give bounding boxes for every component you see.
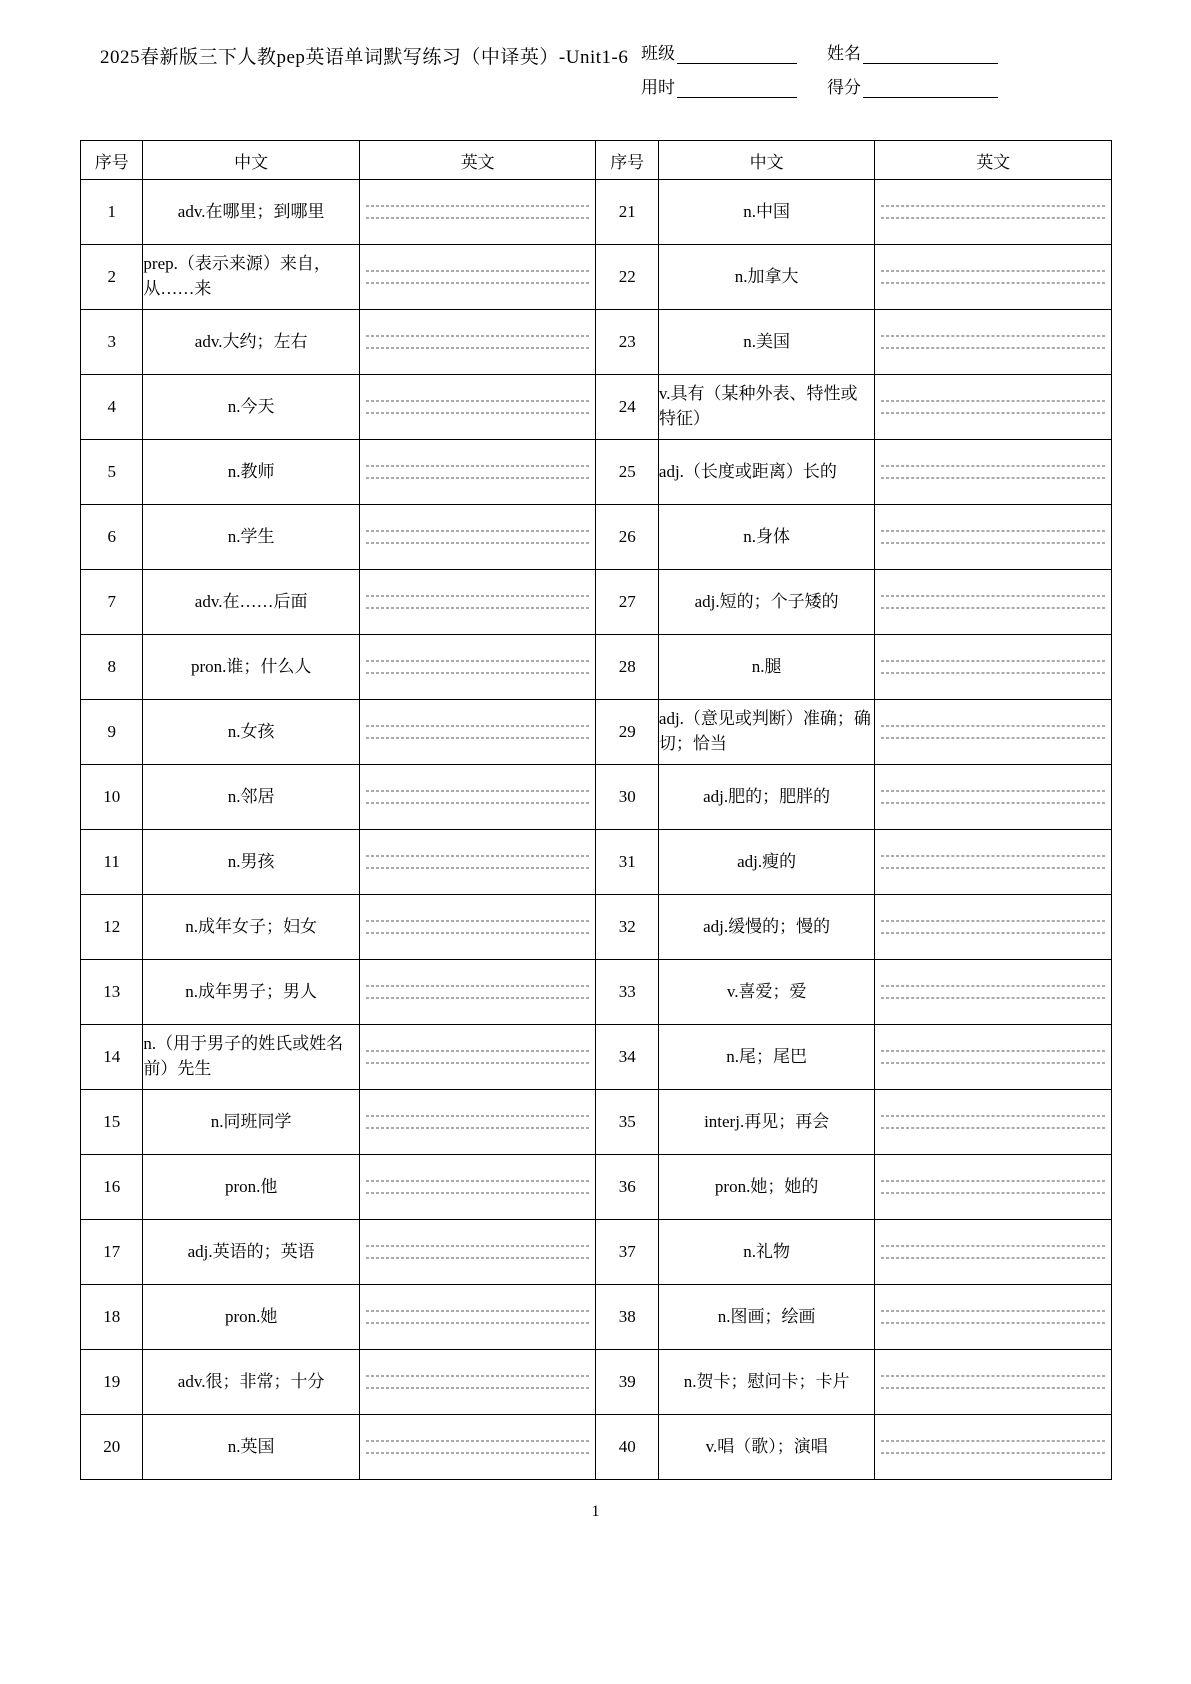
writing-lines <box>366 260 590 295</box>
row-number-right: 33 <box>596 960 658 1025</box>
field-score-label: 得分 <box>827 78 861 97</box>
writing-lines <box>881 1170 1105 1205</box>
english-answer-left[interactable] <box>359 310 596 375</box>
english-answer-left[interactable] <box>359 1350 596 1415</box>
chinese-prompt-left: adv.很；非常；十分 <box>143 1350 359 1415</box>
chinese-prompt-left: pron.谁；什么人 <box>143 635 359 700</box>
chinese-prompt-left: adv.在……后面 <box>143 570 359 635</box>
field-class-label: 班级 <box>641 44 675 63</box>
row-number-right: 23 <box>596 310 658 375</box>
writing-lines <box>366 975 590 1010</box>
field-class-input[interactable] <box>677 46 797 64</box>
english-answer-right[interactable] <box>875 1220 1112 1285</box>
english-answer-left[interactable] <box>359 830 596 895</box>
chinese-prompt-right: v.喜爱；爱 <box>658 960 874 1025</box>
chinese-prompt-right: n.图画；绘画 <box>658 1285 874 1350</box>
writing-lines <box>881 1040 1105 1075</box>
chinese-prompt-right: n.贺卡；慰问卡；卡片 <box>658 1350 874 1415</box>
row-number-right: 28 <box>596 635 658 700</box>
writing-lines <box>881 390 1105 425</box>
chinese-prompt-left: n.学生 <box>143 505 359 570</box>
writing-lines <box>881 585 1105 620</box>
row-number-left: 20 <box>81 1415 143 1480</box>
row-number-right: 38 <box>596 1285 658 1350</box>
chinese-prompt-left: prep.（表示来源）来自，从……来 <box>143 245 359 310</box>
writing-lines <box>366 325 590 360</box>
table-row <box>81 960 1112 1025</box>
writing-lines <box>881 780 1105 815</box>
row-number-left: 13 <box>81 960 143 1025</box>
row-number-right: 40 <box>596 1415 658 1480</box>
writing-lines <box>881 325 1105 360</box>
english-answer-left[interactable] <box>359 245 596 310</box>
field-score-input[interactable] <box>863 80 998 98</box>
table-row <box>81 1025 1112 1090</box>
chinese-prompt-left: adj.英语的；英语 <box>143 1220 359 1285</box>
chinese-prompt-right: adj.（长度或距离）长的 <box>658 440 874 505</box>
english-answer-right[interactable] <box>875 1350 1112 1415</box>
row-number-right: 32 <box>596 895 658 960</box>
table-row <box>81 1090 1112 1155</box>
row-number-left: 15 <box>81 1090 143 1155</box>
row-number-left: 3 <box>81 310 143 375</box>
english-answer-left[interactable] <box>359 1155 596 1220</box>
chinese-prompt-left: n.今天 <box>143 375 359 440</box>
english-answer-right[interactable] <box>875 310 1112 375</box>
table-row <box>81 1350 1112 1415</box>
writing-lines <box>881 650 1105 685</box>
chinese-prompt-right: adj.瘦的 <box>658 830 874 895</box>
row-number-right: 27 <box>596 570 658 635</box>
english-answer-right[interactable] <box>875 700 1112 765</box>
column-header-no-left: 序号 <box>81 141 143 180</box>
english-answer-right[interactable] <box>875 375 1112 440</box>
row-number-left: 2 <box>81 245 143 310</box>
row-number-left: 4 <box>81 375 143 440</box>
field-class <box>641 39 797 64</box>
field-name-label: 姓名 <box>827 44 861 63</box>
table-row <box>81 310 1112 375</box>
english-answer-right[interactable] <box>875 895 1112 960</box>
writing-lines <box>881 1105 1105 1140</box>
table-row <box>81 635 1112 700</box>
field-time-label: 用时 <box>641 78 675 97</box>
english-answer-left[interactable] <box>359 1025 596 1090</box>
chinese-prompt-right: pron.她；她的 <box>658 1155 874 1220</box>
english-answer-left[interactable] <box>359 180 596 245</box>
table-row <box>81 440 1112 505</box>
table-body <box>81 180 1112 1480</box>
chinese-prompt-right: v.唱（歌）；演唱 <box>658 1415 874 1480</box>
english-answer-left[interactable] <box>359 1415 596 1480</box>
writing-lines <box>881 715 1105 750</box>
english-answer-right[interactable] <box>875 245 1112 310</box>
writing-lines <box>881 1430 1105 1465</box>
english-answer-left[interactable] <box>359 1220 596 1285</box>
writing-lines <box>366 650 590 685</box>
english-answer-left[interactable] <box>359 375 596 440</box>
table-row <box>81 830 1112 895</box>
english-answer-right[interactable] <box>875 1025 1112 1090</box>
english-answer-left[interactable] <box>359 960 596 1025</box>
row-number-left: 5 <box>81 440 143 505</box>
table-row <box>81 375 1112 440</box>
writing-lines <box>881 1365 1105 1400</box>
writing-lines <box>366 1235 590 1270</box>
english-answer-right[interactable] <box>875 505 1112 570</box>
column-header-en-left: 英文 <box>359 141 596 180</box>
row-number-left: 8 <box>81 635 143 700</box>
chinese-prompt-left: n.同班同学 <box>143 1090 359 1155</box>
chinese-prompt-right: adj.短的；个子矮的 <box>658 570 874 635</box>
chinese-prompt-right: adj.缓慢的；慢的 <box>658 895 874 960</box>
chinese-prompt-right: n.身体 <box>658 505 874 570</box>
chinese-prompt-left: n.邻居 <box>143 765 359 830</box>
row-number-left: 18 <box>81 1285 143 1350</box>
english-answer-right[interactable] <box>875 570 1112 635</box>
table-row <box>81 180 1112 245</box>
chinese-prompt-right: n.礼物 <box>658 1220 874 1285</box>
chinese-prompt-right: n.中国 <box>658 180 874 245</box>
chinese-prompt-right: interj.再见；再会 <box>658 1090 874 1155</box>
row-number-right: 34 <box>596 1025 658 1090</box>
row-number-right: 37 <box>596 1220 658 1285</box>
table-row <box>81 700 1112 765</box>
chinese-prompt-right: n.加拿大 <box>658 245 874 310</box>
writing-lines <box>881 520 1105 555</box>
table-row <box>81 245 1112 310</box>
row-number-left: 6 <box>81 505 143 570</box>
row-number-left: 16 <box>81 1155 143 1220</box>
table-row <box>81 1415 1112 1480</box>
english-answer-right[interactable] <box>875 765 1112 830</box>
row-number-right: 35 <box>596 1090 658 1155</box>
writing-lines <box>881 260 1105 295</box>
writing-lines <box>366 1430 590 1465</box>
column-header-no-right: 序号 <box>596 141 658 180</box>
chinese-prompt-left: adv.在哪里；到哪里 <box>143 180 359 245</box>
row-number-left: 7 <box>81 570 143 635</box>
table-row <box>81 570 1112 635</box>
chinese-prompt-left: n.英国 <box>143 1415 359 1480</box>
table-row <box>81 1285 1112 1350</box>
row-number-left: 10 <box>81 765 143 830</box>
row-number-right: 39 <box>596 1350 658 1415</box>
english-answer-right[interactable] <box>875 440 1112 505</box>
writing-lines <box>366 1040 590 1075</box>
english-answer-left[interactable] <box>359 635 596 700</box>
writing-lines <box>366 455 590 490</box>
english-answer-right[interactable] <box>875 1155 1112 1220</box>
column-header-cn-right: 中文 <box>658 141 874 180</box>
writing-lines <box>366 910 590 945</box>
field-name-input[interactable] <box>863 46 998 64</box>
chinese-prompt-left: n.（用于男子的姓氏或姓名前）先生 <box>143 1025 359 1090</box>
table-row <box>81 505 1112 570</box>
chinese-prompt-right: v.具有（某种外表、特性或特征） <box>658 375 874 440</box>
field-score <box>827 73 998 98</box>
writing-lines <box>366 390 590 425</box>
chinese-prompt-left: n.教师 <box>143 440 359 505</box>
english-answer-right[interactable] <box>875 635 1112 700</box>
english-answer-right[interactable] <box>875 830 1112 895</box>
english-answer-right[interactable] <box>875 180 1112 245</box>
english-answer-left[interactable] <box>359 440 596 505</box>
chinese-prompt-left: n.成年女子；妇女 <box>143 895 359 960</box>
writing-lines <box>881 455 1105 490</box>
chinese-prompt-left: adv.大约；左右 <box>143 310 359 375</box>
row-number-right: 21 <box>596 180 658 245</box>
writing-lines <box>366 1170 590 1205</box>
writing-lines <box>366 715 590 750</box>
english-answer-right[interactable] <box>875 1415 1112 1480</box>
chinese-prompt-left: n.女孩 <box>143 700 359 765</box>
field-time <box>641 73 797 98</box>
writing-lines <box>366 520 590 555</box>
row-number-right: 36 <box>596 1155 658 1220</box>
chinese-prompt-left: n.成年男子；男人 <box>143 960 359 1025</box>
writing-lines <box>366 585 590 620</box>
writing-lines <box>366 195 590 230</box>
row-number-left: 11 <box>81 830 143 895</box>
row-number-left: 17 <box>81 1220 143 1285</box>
chinese-prompt-right: adj.肥的；肥胖的 <box>658 765 874 830</box>
chinese-prompt-right: adj.（意见或判断）准确；确切；恰当 <box>658 700 874 765</box>
row-number-right: 22 <box>596 245 658 310</box>
column-header-en-right: 英文 <box>875 141 1112 180</box>
writing-lines <box>881 195 1105 230</box>
chinese-prompt-left: pron.她 <box>143 1285 359 1350</box>
row-number-right: 30 <box>596 765 658 830</box>
english-answer-right[interactable] <box>875 1285 1112 1350</box>
writing-lines <box>881 1300 1105 1335</box>
page-number: 1 <box>591 1503 600 1520</box>
english-answer-right[interactable] <box>875 960 1112 1025</box>
english-answer-left[interactable] <box>359 700 596 765</box>
meta-row-top <box>641 30 1111 64</box>
writing-lines <box>366 1105 590 1140</box>
writing-lines <box>881 1235 1105 1270</box>
english-answer-left[interactable] <box>359 1090 596 1155</box>
page-header <box>80 30 1111 110</box>
row-number-right: 25 <box>596 440 658 505</box>
student-info-fields <box>641 30 1111 98</box>
table-header-row <box>81 141 1112 180</box>
chinese-prompt-left: n.男孩 <box>143 830 359 895</box>
column-header-cn-left: 中文 <box>143 141 359 180</box>
writing-lines <box>366 1365 590 1400</box>
chinese-prompt-right: n.尾；尾巴 <box>658 1025 874 1090</box>
row-number-left: 12 <box>81 895 143 960</box>
row-number-left: 14 <box>81 1025 143 1090</box>
vocabulary-table <box>80 140 1112 1480</box>
chinese-prompt-right: n.腿 <box>658 635 874 700</box>
chinese-prompt-right: n.美国 <box>658 310 874 375</box>
table-row <box>81 1220 1112 1285</box>
row-number-right: 31 <box>596 830 658 895</box>
writing-lines <box>366 845 590 880</box>
english-answer-left[interactable] <box>359 505 596 570</box>
table-row <box>81 765 1112 830</box>
writing-lines <box>366 1300 590 1335</box>
writing-lines <box>881 910 1105 945</box>
english-answer-left[interactable] <box>359 765 596 830</box>
english-answer-right[interactable] <box>875 1090 1112 1155</box>
english-answer-left[interactable] <box>359 895 596 960</box>
field-name <box>827 39 998 64</box>
writing-lines <box>881 975 1105 1010</box>
field-time-input[interactable] <box>677 80 797 98</box>
english-answer-left[interactable] <box>359 1285 596 1350</box>
meta-row-bottom <box>641 64 1111 98</box>
writing-lines <box>366 780 590 815</box>
writing-lines <box>881 845 1105 880</box>
row-number-right: 24 <box>596 375 658 440</box>
row-number-left: 1 <box>81 180 143 245</box>
row-number-right: 26 <box>596 505 658 570</box>
english-answer-left[interactable] <box>359 570 596 635</box>
chinese-prompt-left: pron.他 <box>143 1155 359 1220</box>
row-number-right: 29 <box>596 700 658 765</box>
table-row <box>81 1155 1112 1220</box>
row-number-left: 9 <box>81 700 143 765</box>
page-title: 2025春新版三下人教pep英语单词默写练习（中译英）-Unit1-6 <box>100 47 629 68</box>
table-row <box>81 895 1112 960</box>
row-number-left: 19 <box>81 1350 143 1415</box>
